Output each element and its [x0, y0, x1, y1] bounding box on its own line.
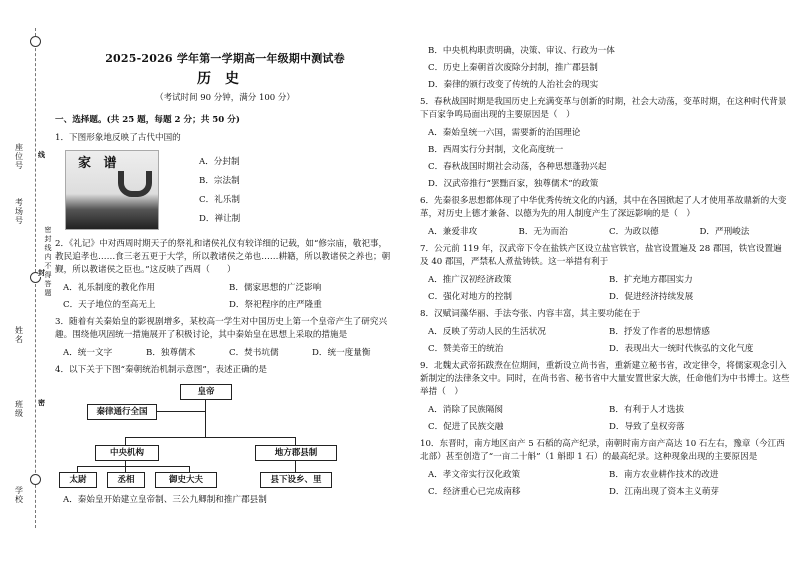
option-d[interactable]: D．统一度量衡 — [312, 348, 371, 358]
chart-box-emperor: 皇帝 — [180, 384, 232, 400]
option-d[interactable]: D．禅让制 — [199, 214, 241, 224]
left-column — [55, 52, 395, 511]
chart-line — [155, 411, 205, 412]
question-10-stem: 10．东晋时，南方地区亩产 5 石稻的高产纪录，南朝时南方亩产高达 10 石左右，豫章（今江西北部）甚至创造了“一亩二十斛”（1 斛即 1 石）的最高纪录。这种现象出现的主要原因是 — [420, 439, 785, 462]
chart-line — [77, 466, 189, 467]
option-d[interactable]: D．导致了皇权旁落 — [609, 422, 685, 432]
binding-label-class: 班级 — [15, 400, 23, 418]
option-d[interactable]: D．促进经济持续发展 — [609, 292, 694, 302]
genealogy-image — [65, 150, 159, 230]
option-a[interactable]: A．兼爱非攻 — [428, 227, 478, 237]
chart-box-yushidafu: 御史大夫 — [155, 472, 217, 488]
question-8-stem: 8．汉赋词藻华丽、手法夸张、内容丰富，其主要功能在于 — [420, 309, 641, 319]
option-d[interactable]: D．祭祀程序的庄严隆重 — [229, 300, 322, 310]
question-4-stem: 4．以下关于下图“秦朝统治机制示意图”，表述正确的是 — [55, 365, 267, 375]
question-7-options — [420, 291, 790, 304]
binding-hole — [30, 474, 41, 485]
option-a[interactable]: A．推广汉初经济政策 — [428, 275, 512, 285]
question-3-options — [55, 347, 395, 360]
question-3-stem: 3．随着有关秦始皇的影视剧增多，某校高一学生对中国历史上第一个皇帝产生了研究兴趣。围绕他巩固统一措施展开了积极讨论，其中秦始皇在思想上采取的措施是 — [55, 317, 388, 340]
cut-mark: 封 — [38, 268, 45, 277]
question-2-options — [55, 299, 395, 312]
option-d[interactable]: D．江南出现了资本主义萌芽 — [609, 487, 720, 497]
chart-line — [125, 437, 295, 438]
option-b[interactable]: B．抒发了作者的思想情感 — [609, 327, 710, 337]
option-b[interactable]: B．儒家思想的广泛影响 — [229, 283, 322, 293]
option-c[interactable]: C．赞美帝王的统治 — [428, 344, 504, 354]
question-7-options — [420, 274, 790, 287]
option-b[interactable]: B．独尊儒术 — [146, 348, 196, 358]
option-d[interactable]: D．严刑峻法 — [699, 227, 750, 237]
binding-label-name: 姓名 — [15, 326, 23, 344]
chart-line — [205, 399, 206, 437]
binding-label-seat: 座位号 — [15, 143, 23, 170]
option-a[interactable]: A．分封制 — [199, 157, 240, 167]
section-heading: 一、选择题。(共 25 题，每题 2 分；共 50 分) — [55, 115, 240, 125]
exam-subject: 历史 — [197, 71, 253, 87]
option-a[interactable]: A．秦始皇开始建立皇帝制、三公九卿制和推广郡县制 — [63, 495, 267, 505]
option-a[interactable]: A．消除了民族隔阂 — [428, 405, 503, 415]
option-a[interactable]: A．反映了劳动人民的生活状况 — [428, 327, 546, 337]
chart-box-law: 秦律通行全国 — [87, 404, 157, 420]
chart-box-local: 地方郡县制 — [255, 445, 337, 461]
chart-box-taiwei: 太尉 — [59, 472, 97, 488]
option-d[interactable]: D．秦律的颁行改变了传统的人治社会的现实 — [428, 80, 599, 90]
chart-line — [295, 460, 296, 472]
qin-system-chart — [55, 382, 395, 490]
option-c[interactable]: C．焚书坑儒 — [229, 348, 279, 358]
binding-label-exam: 考场号 — [15, 198, 23, 225]
option-c[interactable]: C．历史上秦朝首次废除分封制，推广郡县制 — [428, 63, 598, 73]
binding-warning: 密封线内不得答题 — [44, 226, 52, 297]
chart-box-grassroots: 县下设乡、里 — [260, 472, 332, 488]
option-c[interactable]: C．促进了民族交融 — [428, 422, 504, 432]
question-1-body — [55, 150, 395, 232]
option-b[interactable]: B．南方农业耕作技术的改进 — [609, 470, 719, 480]
question-5-stem: 5．春秋战国时期是我国历史上充满变革与创新的时期，社会大动荡，变革时期，在这种时代背景下百家争鸣局面出现的主要原因是（ ） — [420, 97, 787, 120]
option-b[interactable]: B．无为而治 — [518, 227, 568, 237]
exam-title: 2025-2026 学年第一学期高一年级期中测试卷 — [105, 52, 345, 65]
option-c[interactable]: C．为政以德 — [609, 227, 659, 237]
cut-mark: 密 — [38, 398, 45, 407]
cut-mark: 线 — [38, 150, 45, 159]
binding-hole — [30, 36, 41, 47]
question-2-stem: 2．《礼记》中对西周时期天子的祭礼和诸侯礼仪有较详细的记载，如“修宗庙，敬祀事，教民追孝也……食三老五更于大学，所以教诸侯之弟也……耕籍，所以教诸侯之养也；朝觐，所以教诸侯之臣也。”这反映了西周（ ） — [55, 239, 391, 275]
chart-box-central: 中央机构 — [95, 445, 159, 461]
question-9-stem: 9．北魏太武帝拓跋焘在位期间，重新设立尚书省，重新建立秘书省，改定律令，将儒家观念引入新制定的法律条文中。同时，在尚书省、秘书省中大量安置世家大族，任命他们为中书博士。这些举措（ ） — [420, 361, 790, 397]
question-8-options — [420, 343, 790, 356]
question-7-stem: 7．公元前 119 年，汉武帝下令在盐铁产区设立盐官铁官，盐官设置遍及 28 郡国，铁官设置遍及 40 郡国，严禁私人煮盐铸铁。这一举措有利于 — [420, 244, 782, 267]
option-d[interactable]: D．汉武帝推行“罢黜百家，独尊儒术”的政策 — [428, 179, 599, 189]
option-c[interactable]: C．天子地位的至高无上 — [63, 300, 156, 310]
binding-label-school: 学校 — [15, 486, 23, 504]
genealogy-image-text: 家 谱 — [78, 156, 121, 171]
option-b[interactable]: B．西周实行分封制，文化高度统一 — [428, 145, 564, 155]
option-c[interactable]: C．礼乐制 — [199, 195, 240, 205]
question-6-options — [420, 226, 790, 239]
question-1-stem: 1．下图形象地反映了古代中国的 — [55, 133, 181, 143]
question-1-options — [199, 150, 240, 232]
right-column — [420, 45, 790, 503]
question-10-options — [420, 469, 790, 482]
question-2-options — [55, 282, 395, 295]
question-6-stem: 6．先秦很多思想都体现了中华优秀传统文化的内涵，其中在各国掀起了人才使用革故鼎新的大变革，对历史上德才兼备、以德为先的用人制度产生了深远影响的是（ ） — [420, 196, 787, 219]
chart-line — [125, 437, 126, 445]
option-a[interactable]: A．秦始皇统一六国，需要新的治国理论 — [428, 128, 581, 138]
question-9-options — [420, 404, 790, 417]
chart-box-chengxiang: 丞相 — [107, 472, 145, 488]
genealogy-emblem-icon — [118, 171, 152, 197]
option-c[interactable]: C．经济重心已完成南移 — [428, 487, 521, 497]
option-a[interactable]: A．统一文字 — [63, 348, 113, 358]
option-b[interactable]: B．宗法制 — [199, 176, 240, 186]
option-c[interactable]: C．强化对地方的控制 — [428, 292, 512, 302]
option-b[interactable]: B．有利于人才选拔 — [609, 405, 685, 415]
question-9-options — [420, 421, 790, 434]
chart-line — [295, 437, 296, 445]
exam-note: （考试时间 90 分钟，满分 100 分） — [155, 93, 295, 103]
question-10-options — [420, 486, 790, 499]
option-d[interactable]: D．表现出大一统时代恢弘的文化气度 — [609, 344, 754, 354]
option-b[interactable]: B．扩充地方郡国实力 — [609, 275, 693, 285]
question-8-options — [420, 326, 790, 339]
option-b[interactable]: B．中央机构职责明确，决策、审议、行政为一体 — [428, 46, 615, 56]
option-a[interactable]: A．孝文帝实行汉化政策 — [428, 470, 521, 480]
option-a[interactable]: A．礼乐制度的教化作用 — [63, 283, 156, 293]
binding-margin — [0, 0, 52, 566]
option-c[interactable]: C．春秋战国时期社会动荡，各种思想蓬勃兴起 — [428, 162, 607, 172]
